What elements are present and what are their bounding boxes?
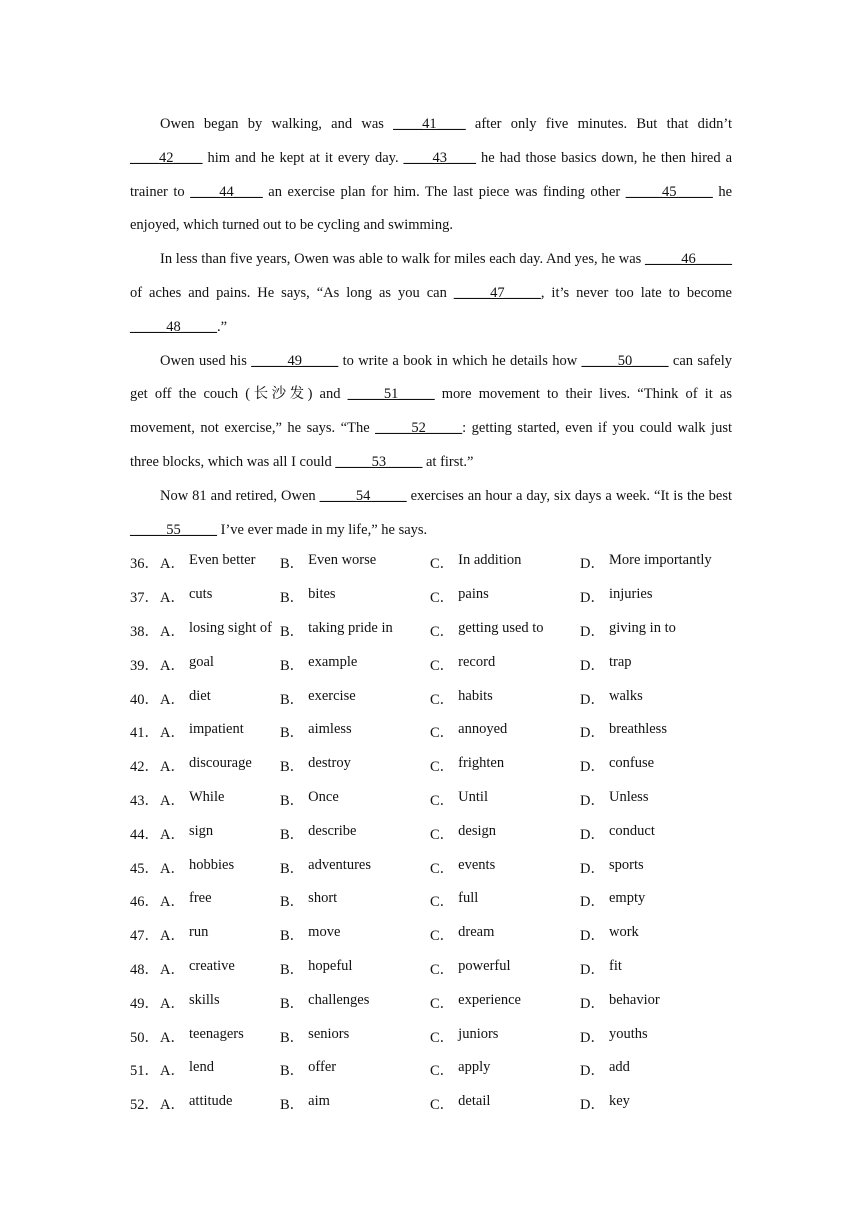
question-row [130, 850, 750, 884]
option-c [430, 1026, 580, 1047]
option-text: seniors [308, 1025, 350, 1042]
option-letter: C． [430, 623, 455, 640]
question-row [130, 749, 750, 783]
answer-blank: _____46_____ [645, 251, 732, 268]
question-row [130, 546, 750, 580]
option-d [580, 552, 720, 573]
option-letter: B． [280, 826, 305, 843]
option-letter: A． [160, 1029, 185, 1046]
option-letter: C． [430, 995, 455, 1012]
question-row [130, 985, 750, 1019]
option-letter: B． [280, 894, 305, 911]
option-letter: C． [430, 590, 455, 607]
option-letter: B． [280, 623, 305, 640]
option-letter: C． [430, 691, 455, 708]
option-a [160, 789, 280, 810]
option-text: Once [308, 788, 339, 805]
option-text: giving in to [608, 619, 676, 636]
question-number: 44． [130, 826, 159, 843]
passage-text: him and he kept at it every day. [202, 149, 404, 166]
paragraph [130, 243, 732, 344]
option-d [580, 755, 720, 776]
option-text: skills [188, 991, 220, 1008]
option-text: hopeful [308, 957, 353, 974]
option-text: In addition [458, 552, 522, 569]
passage-text: , it’s never too late to become [540, 284, 732, 301]
option-letter: D． [580, 759, 605, 776]
option-letter: B． [280, 725, 305, 742]
option-d [580, 958, 720, 979]
option-text: Even better [188, 552, 256, 569]
option-c [430, 789, 580, 810]
option-text: example [308, 653, 358, 670]
question-number: 48． [130, 961, 159, 978]
option-b [280, 992, 430, 1013]
option-letter: B． [280, 759, 305, 776]
option-letter: D． [580, 1097, 605, 1114]
question-number: 47． [130, 928, 159, 945]
question-number: 36． [130, 556, 159, 573]
question-number: 46． [130, 894, 159, 911]
option-letter: A． [160, 860, 185, 877]
option-a [160, 552, 280, 573]
option-text: record [458, 653, 496, 670]
option-letter: D． [580, 556, 605, 573]
option-letter: D． [580, 691, 605, 708]
option-text: adventures [308, 856, 371, 873]
question-row [130, 783, 750, 817]
option-letter: A． [160, 1097, 185, 1114]
option-text: full [458, 890, 479, 907]
paragraph [130, 108, 732, 243]
question-number: 37． [130, 590, 159, 607]
question-row [130, 715, 750, 749]
answer-blank: _____48_____ [130, 318, 217, 335]
option-text: cuts [188, 586, 213, 603]
answer-blank: _____54_____ [319, 487, 407, 504]
option-letter: A． [160, 759, 185, 776]
option-letter: D． [580, 961, 605, 978]
option-b [280, 620, 430, 641]
option-text: juniors [458, 1025, 499, 1042]
passage-text: Owen used his [160, 352, 252, 369]
passage-text: exercises an hour a day, six days a week. “It is the best [406, 487, 732, 504]
option-letter: D． [580, 590, 605, 607]
option-letter: B． [280, 995, 305, 1012]
answer-blank: _____49_____ [251, 352, 339, 369]
option-c [430, 1093, 580, 1114]
answer-blank: _____53_____ [335, 453, 423, 470]
option-letter: D． [580, 826, 605, 843]
option-letter: D． [580, 894, 605, 911]
passage-text: .” [217, 318, 228, 335]
option-text: creative [188, 957, 235, 974]
option-text: challenges [308, 991, 370, 1008]
option-text: diet [188, 687, 211, 704]
option-letter: A． [160, 691, 185, 708]
question-row [130, 681, 750, 715]
option-c [430, 552, 580, 573]
option-a [160, 924, 280, 945]
option-text: sign [188, 822, 214, 839]
option-letter: A． [160, 826, 185, 843]
option-c [430, 654, 580, 675]
paragraph [130, 345, 732, 480]
option-text: frighten [458, 755, 505, 772]
question-number: 52． [130, 1097, 159, 1114]
option-text: breathless [608, 721, 667, 738]
option-a [160, 1026, 280, 1047]
question-row [130, 918, 750, 952]
option-letter: C． [430, 961, 455, 978]
answer-blank: _____52_____ [375, 420, 463, 437]
option-d [580, 823, 720, 844]
option-letter: D． [580, 1063, 605, 1080]
option-b [280, 755, 430, 776]
question-row [130, 816, 750, 850]
option-letter: A． [160, 725, 185, 742]
option-d [580, 721, 720, 742]
option-d [580, 620, 720, 641]
option-text: annoyed [458, 721, 508, 738]
option-text: teenagers [188, 1025, 244, 1042]
option-a [160, 1059, 280, 1080]
option-a [160, 958, 280, 979]
question-row [130, 884, 750, 918]
option-text: apply [458, 1059, 491, 1076]
question-number: 43． [130, 792, 159, 809]
option-a [160, 755, 280, 776]
option-letter: B． [280, 590, 305, 607]
option-text: discourage [188, 755, 252, 772]
option-letter: A． [160, 961, 185, 978]
option-letter: D． [580, 928, 605, 945]
option-letter: B． [280, 928, 305, 945]
option-letter: C． [430, 826, 455, 843]
option-letter: C． [430, 1097, 455, 1114]
option-c [430, 890, 580, 911]
option-text: powerful [458, 957, 511, 974]
option-letter: B． [280, 657, 305, 674]
option-letter: B． [280, 860, 305, 877]
question-number: 39． [130, 657, 159, 674]
option-text: behavior [608, 991, 660, 1008]
option-letter: D． [580, 623, 605, 640]
option-text: aimless [308, 721, 352, 738]
answer-blank: _____51_____ [347, 386, 435, 403]
passage-text: he enjoyed, which turned out to be cycling and swimming. [130, 183, 732, 234]
option-a [160, 857, 280, 878]
option-letter: A． [160, 556, 185, 573]
option-a [160, 890, 280, 911]
question-number: 42． [130, 759, 159, 776]
option-b [280, 857, 430, 878]
passage-text: Now 81 and retired, Owen [160, 487, 320, 504]
option-d [580, 924, 720, 945]
question-row [130, 647, 750, 681]
option-text: design [458, 822, 497, 839]
option-letter: A． [160, 792, 185, 809]
option-text: trap [608, 653, 632, 670]
option-letter: B． [280, 1097, 305, 1114]
option-text: sports [608, 856, 644, 873]
question-number: 45． [130, 860, 159, 877]
passage-text: after only five minutes. But that didn’t [465, 116, 732, 132]
option-letter: A． [160, 894, 185, 911]
question-number: 50． [130, 1029, 159, 1046]
option-text: dream [458, 924, 495, 941]
option-b [280, 958, 430, 979]
option-letter: D． [580, 657, 605, 674]
option-text: Even worse [308, 552, 377, 569]
option-letter: C． [430, 792, 455, 809]
question-number: 49． [130, 995, 159, 1012]
option-letter: B． [280, 961, 305, 978]
option-b [280, 890, 430, 911]
option-c [430, 823, 580, 844]
option-b [280, 924, 430, 945]
option-text: free [188, 890, 212, 907]
option-letter: D． [580, 860, 605, 877]
option-d [580, 1059, 720, 1080]
option-b [280, 654, 430, 675]
passage-text: can safely get off the couch (长沙发) and [130, 352, 732, 403]
option-letter: C． [430, 928, 455, 945]
answer-blank: _____45_____ [625, 183, 713, 200]
option-text: Unless [608, 788, 649, 805]
option-text: taking pride in [308, 619, 393, 636]
option-text: describe [308, 822, 357, 839]
option-text: short [308, 890, 338, 907]
option-letter: B． [280, 556, 305, 573]
question-number: 51． [130, 1063, 159, 1080]
option-a [160, 992, 280, 1013]
option-text: losing sight of [188, 619, 272, 636]
option-b [280, 1026, 430, 1047]
option-letter: D． [580, 792, 605, 809]
answer-blank: ____41____ [393, 116, 466, 132]
option-letter: C． [430, 860, 455, 877]
answer-blank: _____50_____ [581, 352, 669, 369]
passage-text: an exercise plan for him. The last piece was finding other [262, 183, 626, 200]
option-b [280, 823, 430, 844]
option-a [160, 688, 280, 709]
answer-blank: ____42____ [130, 149, 203, 166]
answer-blank: ____44____ [190, 183, 263, 200]
option-d [580, 586, 720, 607]
option-letter: C． [430, 759, 455, 776]
option-text: bites [308, 586, 336, 603]
option-c [430, 1059, 580, 1080]
option-letter: C． [430, 725, 455, 742]
option-letter: A． [160, 590, 185, 607]
option-d [580, 688, 720, 709]
option-b [280, 552, 430, 573]
passage-text: to write a book in which he details how [338, 352, 582, 369]
option-letter: C． [430, 1029, 455, 1046]
option-letter: C． [430, 1063, 455, 1080]
option-text: More importantly [608, 552, 712, 569]
answer-blank: ____43____ [403, 149, 477, 166]
option-text: aim [308, 1093, 330, 1110]
option-text: offer [308, 1059, 337, 1076]
option-text: move [308, 924, 341, 941]
option-text: experience [458, 991, 521, 1008]
option-text: detail [458, 1093, 491, 1110]
option-c [430, 958, 580, 979]
option-letter: D． [580, 725, 605, 742]
option-text: destroy [308, 755, 351, 772]
option-d [580, 789, 720, 810]
option-text: habits [458, 687, 493, 704]
question-list [130, 546, 750, 1121]
option-text: pains [458, 586, 489, 603]
option-text: While [188, 788, 225, 805]
option-a [160, 654, 280, 675]
option-c [430, 857, 580, 878]
question-row [130, 1053, 750, 1087]
passage-text: Owen began by walking, and was [160, 116, 394, 132]
question-row [130, 1087, 750, 1121]
option-d [580, 654, 720, 675]
option-text: events [458, 856, 496, 873]
option-d [580, 992, 720, 1013]
option-letter: B． [280, 792, 305, 809]
option-c [430, 688, 580, 709]
option-letter: A． [160, 657, 185, 674]
option-text: empty [608, 890, 646, 907]
passage-text: more movement to their lives. “Think of it as movement, not exercise,” he says. “The [130, 386, 732, 437]
option-letter: C． [430, 894, 455, 911]
cloze-passage [130, 108, 732, 547]
option-text: getting used to [458, 619, 544, 636]
passage-text: In less than five years, Owen was able to walk for miles each day. And yes, he was [160, 251, 645, 268]
option-b [280, 688, 430, 709]
option-text: exercise [308, 687, 356, 704]
paragraph [130, 480, 732, 548]
option-b [280, 1059, 430, 1080]
option-letter: D． [580, 1029, 605, 1046]
question-row [130, 580, 750, 614]
option-b [280, 789, 430, 810]
answer-blank: _____55_____ [130, 521, 217, 538]
option-text: fit [608, 957, 622, 974]
option-letter: A． [160, 1063, 185, 1080]
option-a [160, 620, 280, 641]
option-letter: A． [160, 623, 185, 640]
option-text: injuries [608, 586, 653, 603]
option-letter: D． [580, 995, 605, 1012]
option-text: Until [458, 788, 488, 805]
question-number: 40． [130, 691, 159, 708]
passage-text: at first.” [422, 453, 474, 470]
option-b [280, 721, 430, 742]
option-text: add [608, 1059, 630, 1076]
question-number: 38． [130, 623, 159, 640]
option-letter: B． [280, 1063, 305, 1080]
option-text: run [188, 924, 209, 941]
option-d [580, 890, 720, 911]
option-letter: C． [430, 657, 455, 674]
passage-text: he had those basics down, he then hired a trainer to [130, 149, 732, 200]
option-c [430, 992, 580, 1013]
option-letter: A． [160, 995, 185, 1012]
question-number: 41． [130, 725, 159, 742]
option-text: hobbies [188, 856, 235, 873]
option-a [160, 586, 280, 607]
option-c [430, 755, 580, 776]
option-a [160, 823, 280, 844]
answer-blank: _____47_____ [453, 284, 541, 301]
option-text: lend [188, 1059, 214, 1076]
option-b [280, 586, 430, 607]
option-text: key [608, 1093, 630, 1110]
passage-text: : getting started, even if you could walk just three blocks, which was all I could [130, 420, 732, 470]
option-a [160, 721, 280, 742]
option-d [580, 1093, 720, 1114]
option-text: impatient [188, 721, 244, 738]
option-c [430, 924, 580, 945]
passage-text: I’ve ever made in my life,” he says. [217, 521, 428, 538]
option-text: goal [188, 653, 214, 670]
option-letter: B． [280, 691, 305, 708]
option-c [430, 620, 580, 641]
option-text: work [608, 924, 639, 941]
question-row [130, 1019, 750, 1053]
passage-text: of aches and pains. He says, “As long as you can [130, 284, 454, 301]
option-c [430, 721, 580, 742]
option-text: confuse [608, 755, 655, 772]
option-a [160, 1093, 280, 1114]
option-text: youths [608, 1025, 648, 1042]
option-letter: A． [160, 928, 185, 945]
question-row [130, 614, 750, 648]
option-letter: B． [280, 1029, 305, 1046]
option-letter: C． [430, 556, 455, 573]
option-c [430, 586, 580, 607]
option-d [580, 1026, 720, 1047]
option-text: conduct [608, 822, 655, 839]
question-row [130, 952, 750, 986]
option-b [280, 1093, 430, 1114]
option-d [580, 857, 720, 878]
option-text: walks [608, 687, 643, 704]
option-text: attitude [188, 1093, 233, 1110]
